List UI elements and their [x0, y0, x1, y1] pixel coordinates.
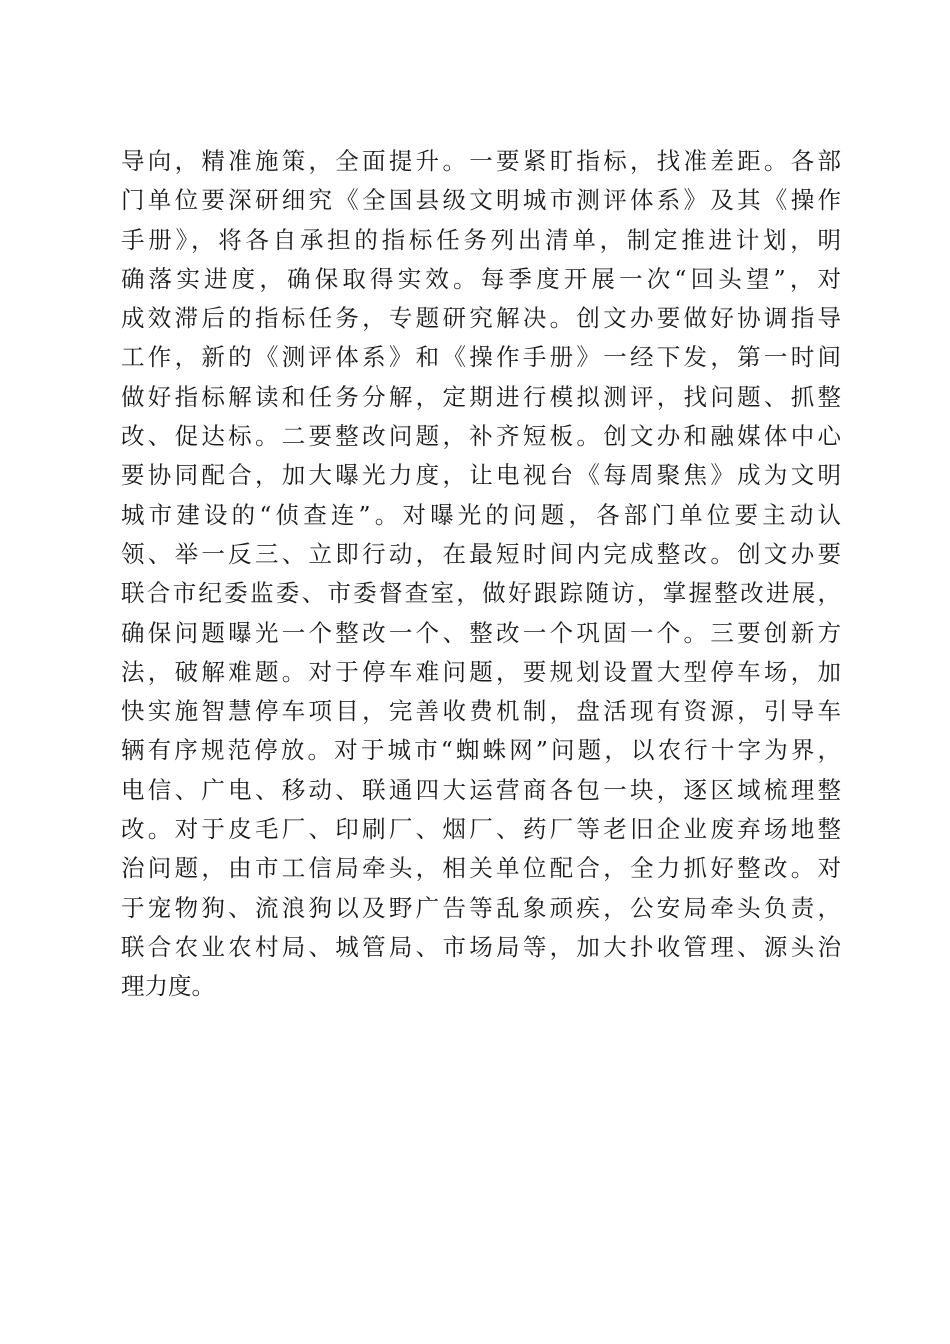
text-line: 电信、广电、移动、联通四大运营商各包一块，逐区域梳理整 — [121, 775, 841, 804]
text-line: 联合市纪委监委、市委督查室，做好跟踪随访，掌握整改进展， — [121, 579, 841, 608]
text-line: 法，破解难题。对于停车难问题，要规划设置大型停车场，加 — [121, 657, 841, 686]
text-line: 改、促达标。二要整改问题，补齐短板。创文办和融媒体中心 — [121, 422, 841, 451]
text-line: 手册》，将各自承担的指标任务列出清单，制定推进计划，明 — [121, 225, 841, 254]
text-line: 确保问题曝光一个整改一个、整改一个巩固一个。三要创新方 — [121, 618, 841, 647]
text-line: 辆有序规范停放。对于城市“蜘蛛网”问题，以农行十字为界， — [121, 736, 841, 765]
text-line: 联合农业农村局、城管局、市场局等，加大扑收管理、源头治 — [121, 932, 841, 961]
text-line: 工作，新的《测评体系》和《操作手册》一经下发，第一时间 — [121, 343, 841, 372]
text-line: 导向，精准施策，全面提升。一要紧盯指标，找准差距。各部 — [121, 147, 841, 175]
text-line: 理力度。 — [121, 972, 215, 1001]
text-line: 快实施智慧停车项目，完善收费机制，盘活现有资源，引导车 — [121, 697, 841, 726]
text-line: 治问题，由市工信局牵头，相关单位配合，全力抓好整改。对 — [121, 854, 841, 883]
text-line: 改。对于皮毛厂、印刷厂、烟厂、药厂等老旧企业废弃场地整 — [121, 815, 841, 844]
text-line: 确落实进度，确保取得实效。每季度开展一次“回头望”，对 — [121, 264, 841, 293]
text-line: 要协同配合，加大曝光力度，让电视台《每周聚焦》成为文明 — [121, 461, 841, 490]
text-line: 领、举一反三、立即行动，在最短时间内完成整改。创文办要 — [121, 539, 841, 568]
text-line: 成效滞后的指标任务，专题研究解决。创文办要做好协调指导 — [121, 304, 841, 333]
text-line: 于宠物狗、流浪狗以及野广告等乱象顽疾，公安局牵头负责， — [121, 893, 841, 922]
text-line: 门单位要深研细究《全国县级文明城市测评体系》及其《操作 — [121, 186, 841, 215]
text-line: 城市建设的“侦查连”。对曝光的问题，各部门单位要主动认 — [121, 500, 841, 529]
body-paragraph — [121, 142, 841, 1007]
text-line: 做好指标解读和任务分解，定期进行模拟测评，找问题、抓整 — [121, 382, 841, 411]
